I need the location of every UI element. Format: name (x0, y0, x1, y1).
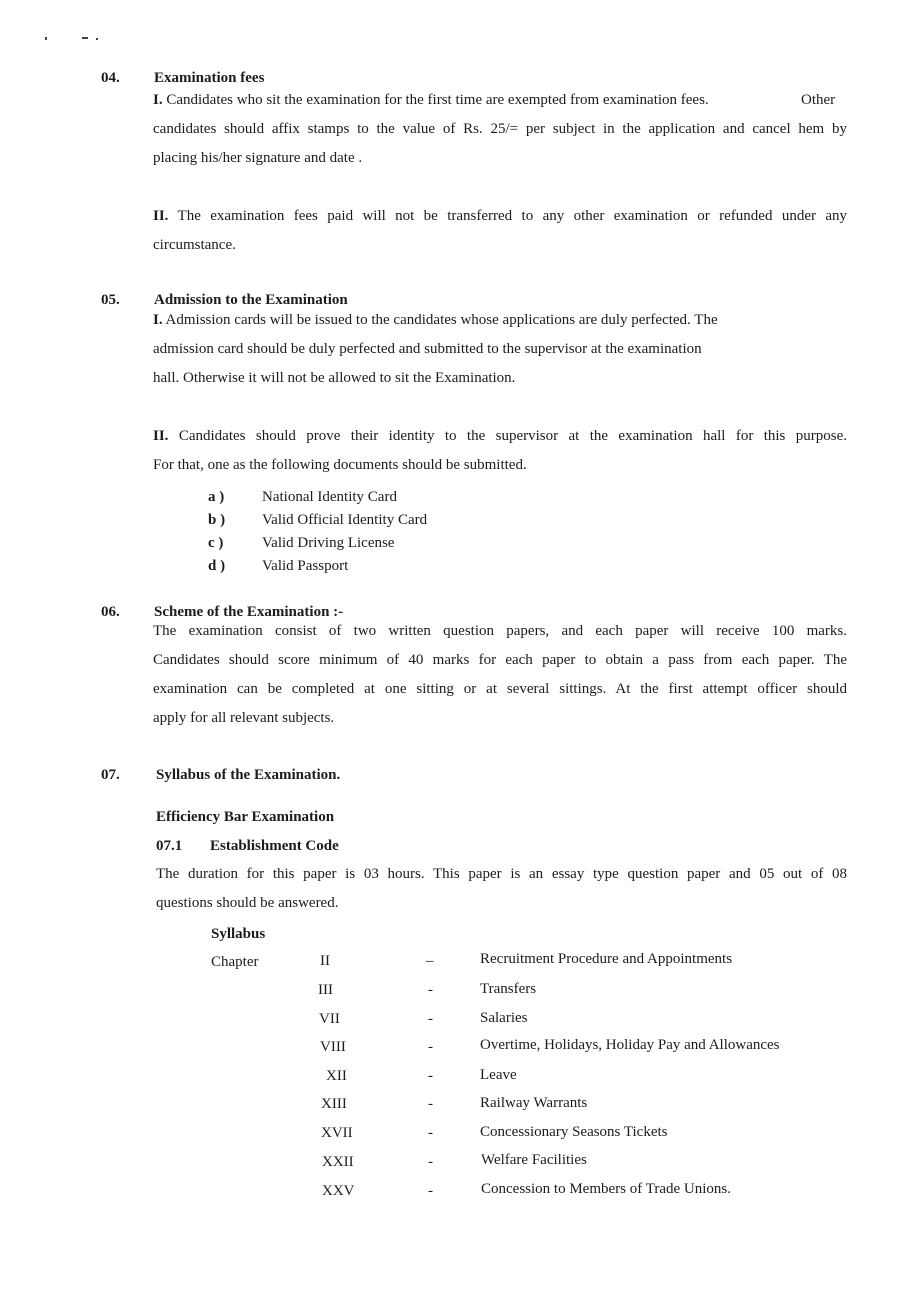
paragraph-line: The duration for this paper is 03 hours. This paper is an essay type question paper and 05 out of 08 (156, 866, 847, 882)
subsection-number: 07.1 (156, 838, 183, 854)
subsection-title: Establishment Code (210, 838, 339, 854)
scan-mark (82, 37, 88, 39)
roman-numeral: II. (153, 428, 169, 444)
syllabus-heading: Syllabus (211, 926, 266, 942)
paragraph-line (153, 208, 847, 225)
chapter-dash: - (428, 1096, 433, 1112)
chapter-dash: - (428, 1011, 433, 1027)
list-item-text: Valid Passport (262, 558, 349, 574)
paragraph-line: examination can be completed at one sitting or at several sittings. At the first attempt officer should (153, 681, 847, 697)
paragraph-text: Admission cards will be issued to the candidates whose applications are duly perfected. The (165, 312, 718, 328)
paragraph-text: Other (801, 92, 836, 108)
paragraph-line: questions should be answered. (156, 895, 339, 911)
section-heading: Syllabus of the Examination. (156, 767, 341, 783)
chapter-dash: - (428, 1125, 433, 1141)
chapter-topic: Leave (480, 1067, 517, 1083)
section-heading: Examination fees (154, 70, 265, 86)
list-item-text: Valid Official Identity Card (262, 512, 428, 528)
paragraph-line: hall. Otherwise it will not be allowed to sit the Examination. (153, 370, 516, 386)
chapter-topic: Concession to Members of Trade Unions. (481, 1181, 731, 1197)
list-item-text: National Identity Card (262, 489, 397, 505)
chapter-number: III (318, 982, 333, 998)
paragraph-line: admission card should be duly perfected and submitted to the supervisor at the examination (153, 341, 702, 357)
roman-numeral: II. (153, 208, 169, 224)
scan-mark (96, 38, 98, 40)
chapter-topic: Railway Warrants (480, 1095, 588, 1111)
paragraph-line: The examination consist of two written question papers, and each paper will receive 100 marks. (153, 623, 847, 639)
section-heading: Scheme of the Examination :- (154, 604, 344, 620)
paragraph-line: placing his/her signature and date . (153, 150, 363, 166)
list-item-text: Valid Driving License (262, 535, 395, 551)
chapter-topic: Concessionary Seasons Tickets (480, 1124, 668, 1140)
subsection-heading: Efficiency Bar Examination (156, 809, 335, 825)
list-item-letter: c ) (208, 535, 224, 551)
chapter-topic: Overtime, Holidays, Holiday Pay and Allowances (480, 1037, 780, 1053)
chapter-topic: Welfare Facilities (481, 1152, 587, 1168)
paragraph-line: Candidates should score minimum of 40 marks for each paper to obtain a pass from each paper. The (153, 652, 847, 668)
chapter-topic: Transfers (480, 981, 537, 997)
chapter-number: VII (319, 1011, 340, 1027)
paragraph-text: Candidates who sit the examination for the first time are exempted from examination fees. (166, 92, 709, 108)
chapter-number: XXII (322, 1154, 354, 1170)
chapter-topic: Recruitment Procedure and Appointments (480, 951, 733, 967)
section-number: 05. (101, 292, 120, 308)
chapter-dash: - (428, 1039, 433, 1055)
chapter-number: VIII (320, 1039, 346, 1055)
section-number: 06. (101, 604, 120, 620)
roman-numeral: I. (153, 92, 163, 108)
list-item-letter: d ) (208, 558, 226, 574)
chapter-dash: – (426, 953, 434, 969)
list-item-letter: a ) (208, 489, 225, 505)
paragraph-line (153, 92, 709, 109)
paragraph-line: circumstance. (153, 237, 236, 253)
chapter-dash: - (428, 1183, 433, 1199)
chapter-dash: - (428, 1068, 433, 1084)
chapter-dash: - (428, 982, 433, 998)
paragraph-line: candidates should affix stamps to the value of Rs. 25/= per subject in the application and cancel hem by (153, 121, 847, 137)
chapter-dash: - (428, 1154, 433, 1170)
paragraph-line: apply for all relevant subjects. (153, 710, 335, 726)
section-heading: Admission to the Examination (154, 292, 348, 308)
chapter-number: II (320, 953, 330, 969)
section-number: 04. (101, 70, 120, 86)
chapter-number: XVII (321, 1125, 353, 1141)
chapter-number: XIII (321, 1096, 347, 1112)
paragraph-text: Candidates should prove their identity to the supervisor at the examination hall for this purpose. (178, 428, 848, 444)
paragraph-line: For that, one as the following documents should be submitted. (153, 457, 527, 473)
paragraph-line (153, 428, 847, 445)
scan-mark (45, 37, 47, 40)
chapter-number: XXV (322, 1183, 355, 1199)
paragraph-line (153, 312, 718, 329)
list-item-letter: b ) (208, 512, 226, 528)
chapter-number: XII (326, 1068, 347, 1084)
roman-numeral: I. (153, 312, 163, 328)
chapter-topic: Salaries (480, 1010, 528, 1026)
paragraph-text: The examination fees paid will not be transferred to any other examination or refunded under any (177, 208, 847, 224)
chapter-label: Chapter (211, 954, 259, 970)
section-number: 07. (101, 767, 120, 783)
